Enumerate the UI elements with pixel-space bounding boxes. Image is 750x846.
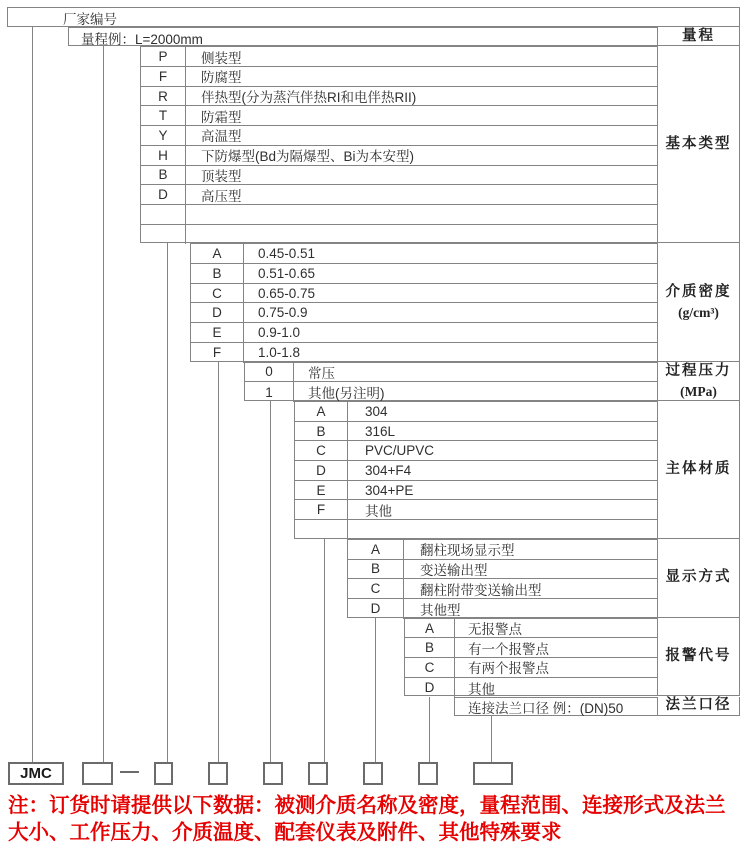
code-row [191,244,657,264]
code-cell: F [191,343,244,363]
connector-line [375,618,376,762]
section-body_material [294,401,658,539]
code-cell: C [348,579,404,598]
code-row [141,185,657,205]
description-cell: 其他 [468,681,495,697]
code-cell: C [191,284,244,303]
category-label-range [658,27,740,47]
connector-line [167,243,168,762]
model-code-separator [120,771,139,773]
category-label-text: 显示方式 [665,569,732,586]
code-cell: B [295,422,348,441]
code-row [69,28,657,48]
category-label-basic_type [658,46,740,243]
section-basic_type [140,46,658,243]
category-label-flange_size [658,697,740,717]
description-cell: PVC/UPVC [365,443,435,459]
code-row [8,8,739,28]
code-row [141,166,657,186]
code-cell: C [295,441,348,460]
category-label-display_mode [658,539,740,618]
code-cell: 0 [245,363,294,382]
connector-line [218,362,219,762]
code-row [295,461,657,481]
code-cell: F [141,67,186,86]
code-row [245,382,657,402]
description-cell: 量程例：L=2000mm [81,31,203,47]
code-row [191,303,657,323]
description-cell [186,205,657,224]
description-cell: 厂家编号 [63,11,117,27]
description-cell: 连接法兰口径 例：(DN)50 [468,701,624,717]
description-cell: 侧装型 [201,50,242,66]
code-cell: B [191,264,244,283]
category-label-medium_density [658,243,740,361]
code-cell: B [405,638,455,657]
connector-line [270,401,271,762]
model-code-box-6 [363,762,383,785]
description-cell: 316L [365,423,396,439]
code-cell: D [405,678,455,698]
code-cell: H [141,146,186,165]
code-cell: T [141,106,186,125]
description-cell: 304+F4 [365,462,412,478]
order-note-line1: 注：订货时请提供以下数据：被测介质名称及密度，量程范围、连接形式及法兰 [8,794,726,817]
description-cell: 无报警点 [468,622,522,638]
description-cell: 变送输出型 [420,562,488,578]
category-label-text: 基本类型 [665,135,732,152]
description-cell: 顶装型 [201,168,242,184]
description-cell: 304+PE [365,482,414,498]
category-label-unit: (MPa) [680,383,717,399]
category-label-text: 法兰口径 [665,697,732,714]
code-row [455,698,657,718]
description-cell: 伴热型(分为蒸汽伴热RI和电伴热RII) [201,90,417,106]
description-cell: 0.65-0.75 [258,285,316,301]
model-code-box-3 [208,762,228,785]
code-row [348,579,657,599]
code-row [141,225,657,245]
code-cell: E [295,481,348,500]
order-note-line2: 大小、工作压力、介质温度、配套仪表及附件、其他特殊要求 [8,821,562,844]
description-cell: 其他型 [420,602,461,618]
code-row [191,284,657,304]
model-code-box-8 [473,762,513,785]
code-row [191,264,657,284]
description-cell: 1.0-1.8 [258,345,301,361]
code-cell: Y [141,126,186,145]
description-cell: 常压 [308,365,335,381]
order-note [8,792,726,846]
description-cell: 翻柱附带变送输出型 [420,582,542,598]
code-row [141,126,657,146]
description-cell: 其他(另注明) [308,386,385,402]
code-row [295,441,657,461]
category-label-text: 介质密度 [665,283,732,300]
model-code-box-4 [263,762,283,785]
description-cell [348,520,657,540]
code-row [405,638,657,658]
code-row [405,678,657,698]
category-label-text: 主体材质 [665,460,732,477]
section-vendor [7,7,740,27]
code-cell: F [295,500,348,519]
model-prefix-box: JMC [8,762,64,785]
description-cell: 防霜型 [201,109,242,125]
model-code-box-5 [308,762,328,785]
code-cell: B [141,166,186,185]
code-cell: P [141,47,186,66]
category-label-text: 报警代号 [665,648,732,665]
section-flange_size [454,697,658,717]
description-cell: 其他 [365,503,392,519]
section-alarm_code [404,618,658,697]
section-range [68,27,658,47]
code-row [295,520,657,540]
category-label-alarm_code [658,618,740,697]
category-label-text: 量程 [682,27,715,44]
code-cell: D [191,303,244,322]
code-cell: B [348,560,404,579]
code-row [295,481,657,501]
code-row [141,146,657,166]
description-cell: 下防爆型(Bd为隔爆型、Bi为本安型) [201,149,415,165]
code-cell: D [295,461,348,480]
code-cell: A [348,540,404,559]
connector-line [103,46,104,762]
connector-line [429,697,430,763]
code-row [191,343,657,363]
description-cell: 翻柱现场显示型 [420,543,515,559]
description-cell: 304 [365,403,388,419]
code-row [141,87,657,107]
code-row [295,500,657,520]
code-cell: D [141,185,186,204]
code-row [295,402,657,422]
description-cell: 0.45-0.51 [258,246,316,262]
code-row [405,619,657,639]
code-row [141,205,657,225]
connector-line [324,539,325,762]
code-row [348,540,657,560]
description-cell: 0.75-0.9 [258,305,308,321]
code-row [141,106,657,126]
code-row [348,599,657,619]
section-display_mode [347,539,658,618]
category-label-text: 过程压力 [665,362,732,379]
code-row [141,47,657,67]
connector-line [32,27,33,762]
description-cell: 0.9-1.0 [258,324,301,340]
model-code-box-2 [154,762,173,785]
code-row [295,422,657,442]
code-row [245,363,657,383]
category-label-process_pressure [658,362,740,401]
description-cell: 防腐型 [201,70,242,86]
code-cell: A [191,244,244,263]
code-cell: A [295,402,348,421]
description-cell: 高温型 [201,129,242,145]
connector-line [491,716,492,762]
code-row [348,560,657,580]
description-cell: 有一个报警点 [468,641,549,657]
code-cell [295,520,348,540]
code-cell [141,205,186,224]
category-label-unit: (g/cm³) [678,304,719,320]
description-cell: 0.51-0.65 [258,265,316,281]
code-row [191,323,657,343]
model-code-box-7 [418,762,438,785]
code-cell [141,225,186,245]
code-row [141,67,657,87]
code-cell: A [405,619,455,638]
section-medium_density [190,243,658,361]
code-cell: 1 [245,382,294,402]
code-cell: R [141,87,186,106]
description-cell [186,225,657,245]
category-label-body_material [658,401,740,539]
description-cell: 高压型 [201,188,242,204]
description-cell: 有两个报警点 [468,661,549,677]
model-code-box-1 [82,762,113,785]
code-row [405,658,657,678]
code-cell: D [348,599,404,619]
code-cell: E [191,323,244,342]
code-cell: C [405,658,455,677]
section-process_pressure [244,362,658,401]
